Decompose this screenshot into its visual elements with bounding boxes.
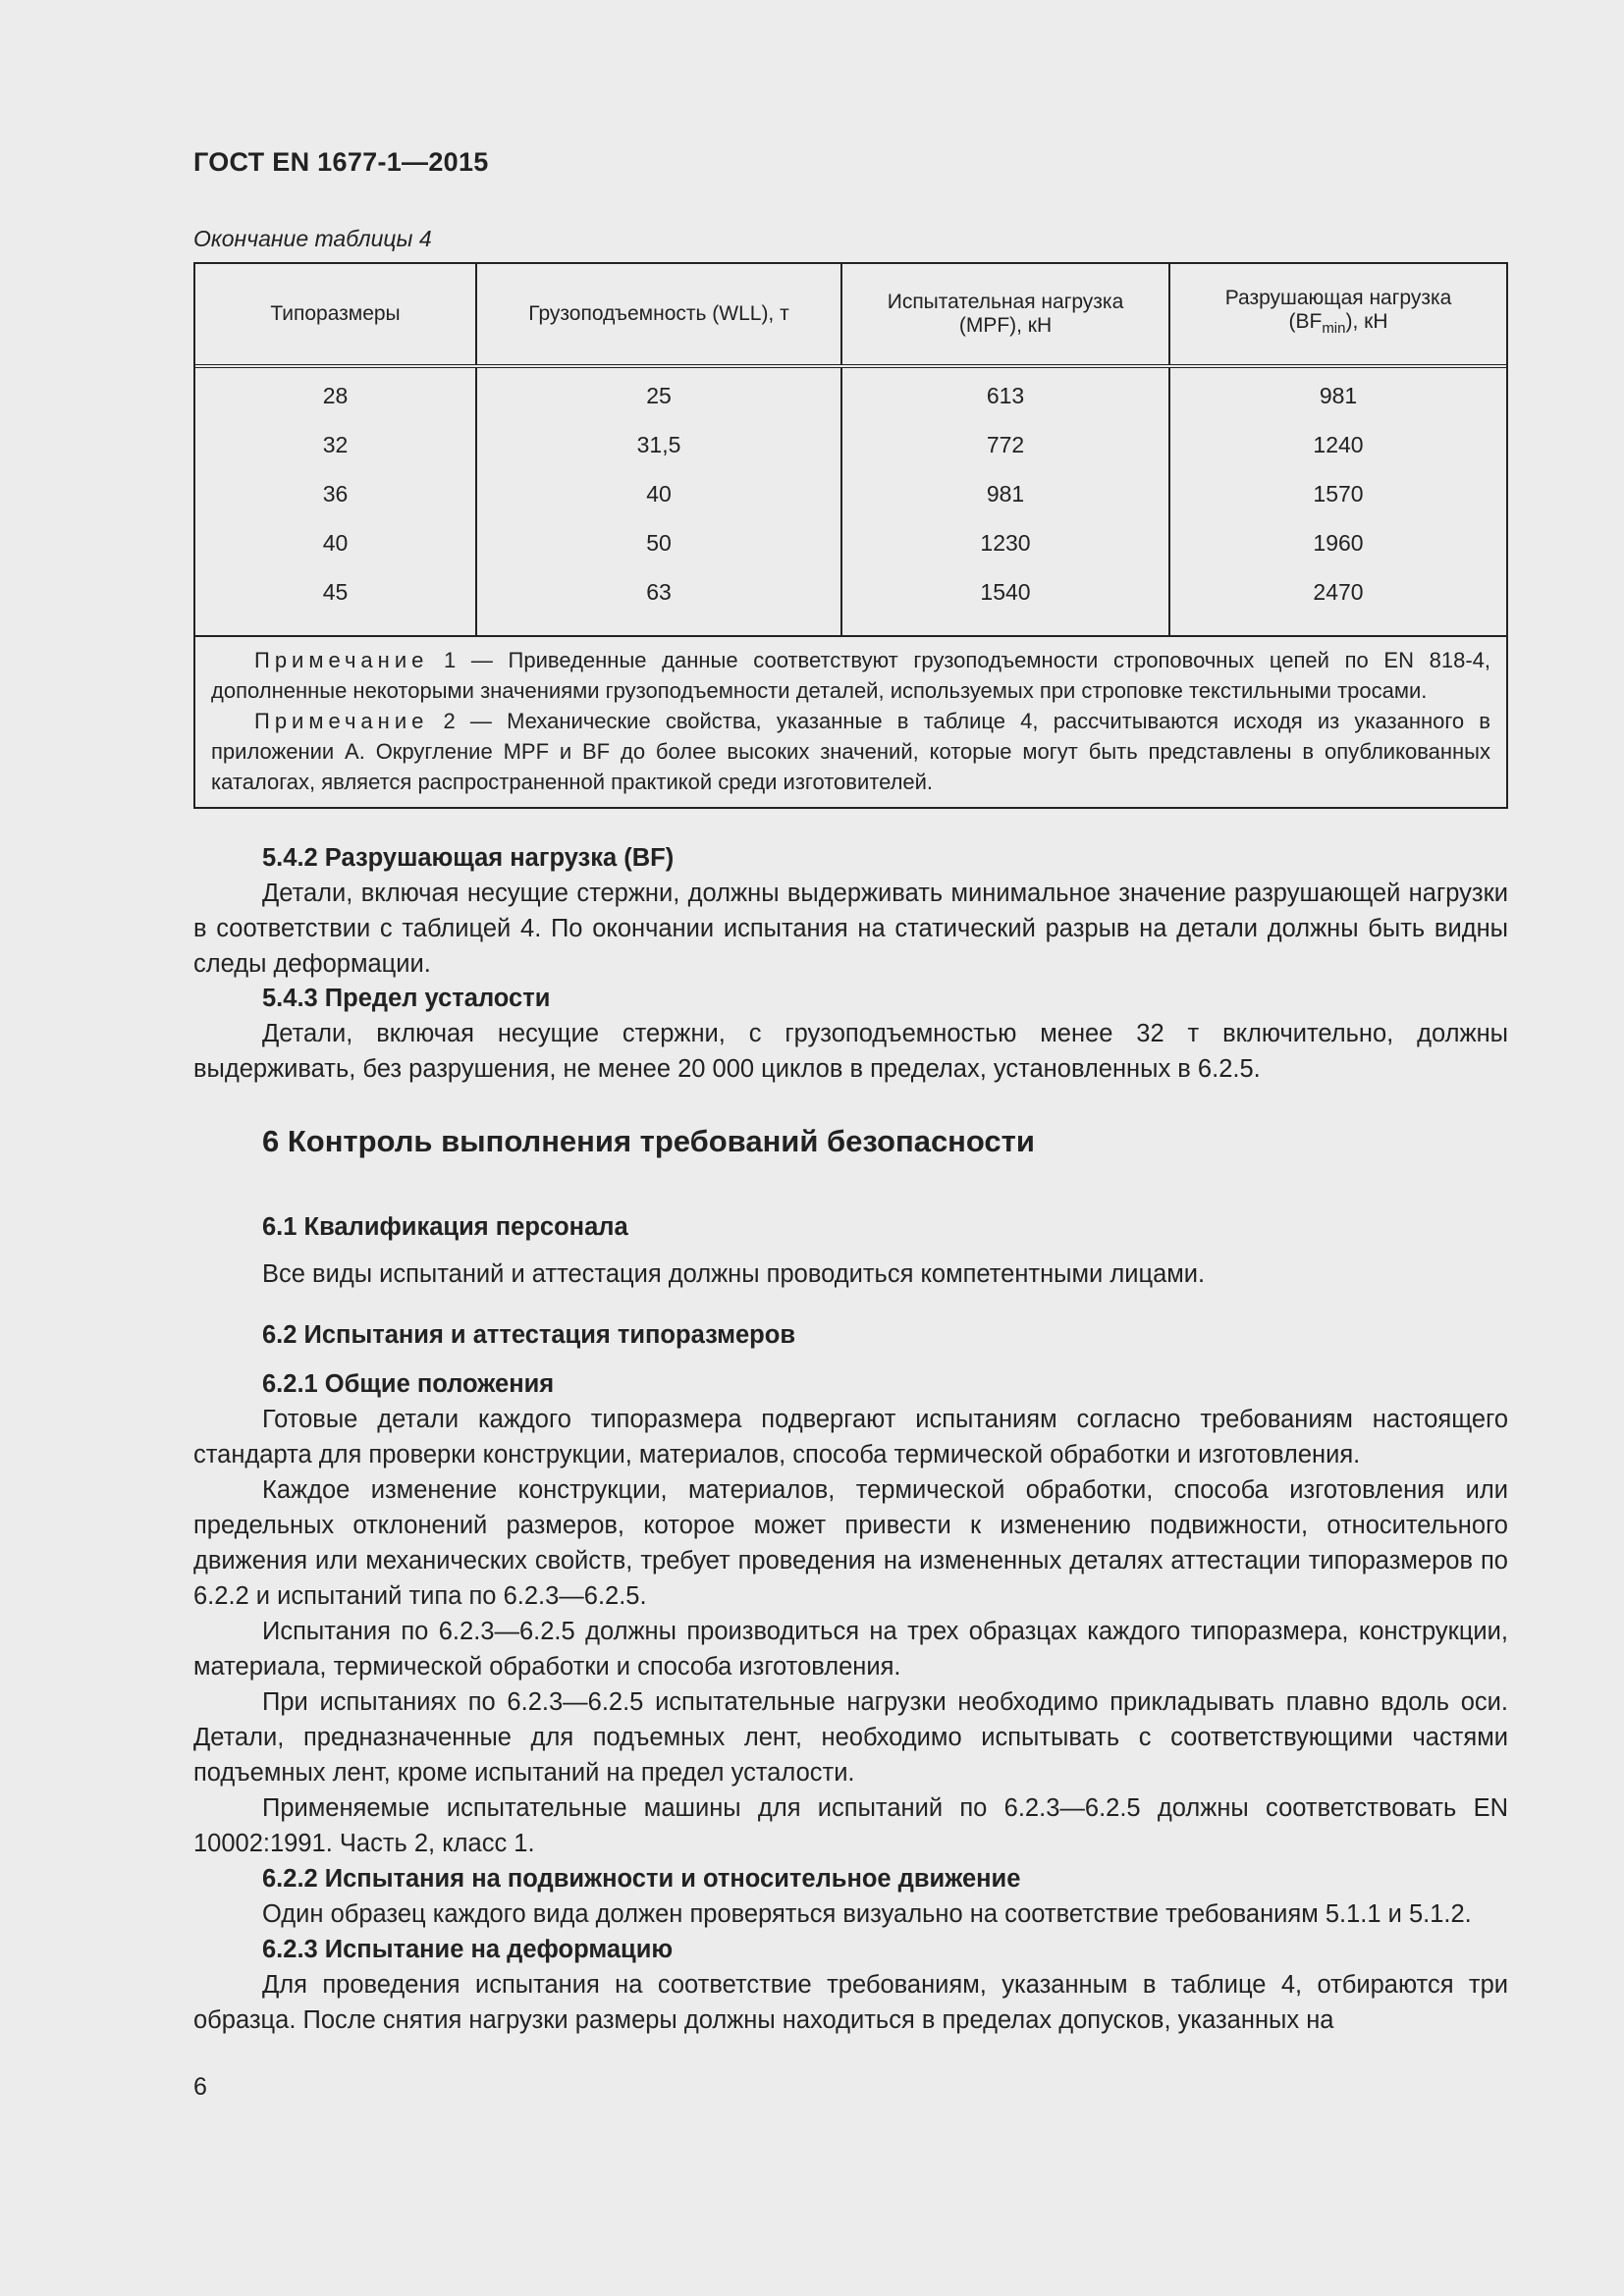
table-4: [193, 262, 1508, 809]
table-cell: 28: [322, 383, 349, 408]
header-bf-label: [1206, 287, 1471, 341]
header-bf: [1170, 264, 1506, 364]
table-cell: 45: [322, 579, 349, 605]
note-2-text: 2 — Механические свойства, указанные в таблице 4, рассчитываются исходя из указанного в приложении А. Округление MPF и BF до более высоких значений, которые могут быть представлены в опубликованных каталогах, является распространенной практикой среди изготовителей.: [211, 709, 1490, 794]
paragraph: Детали, включая несущие стержни, с грузоподъемностью менее 32 т включительно, должны выдерживать, без разрушения, не менее 20 000 циклов в пределах, установленных в 6.2.5.: [193, 1020, 1508, 1083]
column-bf: [1170, 368, 1506, 635]
table-cell: 1240: [1313, 432, 1364, 457]
table-cell: 981: [986, 481, 1025, 507]
chapter-title: 6 Контроль выполнения требований безопасности: [262, 1124, 1035, 1158]
paragraph: Испытания по 6.2.3—6.2.5 должны производиться на трех образцах каждого типоразмера, конструкции, материала, термической обработки и способа изготовления.: [193, 1618, 1508, 1681]
table-cell: 40: [322, 530, 349, 556]
page-number: 6: [193, 2073, 207, 2101]
table-cell: 50: [646, 530, 672, 556]
table-note-1: [211, 645, 1490, 706]
table-cell: 2470: [1313, 579, 1364, 605]
header-bf-sub: min: [1322, 320, 1346, 338]
section-title: 6.2.2 Испытания на подвижности и относительное движение: [262, 1865, 1021, 1893]
note-2-label: Примечание: [254, 709, 429, 733]
section-5-4-2: [193, 840, 1508, 982]
note-1-label: Примечание: [254, 648, 429, 672]
column-sizes: [195, 368, 477, 635]
table-cell: 1230: [980, 530, 1031, 556]
section-title: 6.2 Испытания и аттестация типоразмеров: [262, 1321, 795, 1349]
column-wll: [477, 368, 842, 635]
column-mpf: [842, 368, 1170, 635]
table-cell: 1540: [980, 579, 1031, 605]
header-sizes: Типоразмеры: [195, 264, 477, 364]
header-mpf-label: Испытательная нагрузка (MPF), кН: [887, 291, 1124, 337]
paragraph: Все виды испытаний и аттестация должны проводиться компетентными лицами.: [262, 1260, 1206, 1288]
section-title: 6.1 Квалификация персонала: [262, 1213, 628, 1241]
paragraph: При испытаниях по 6.2.3—6.2.5 испытательные нагрузки необходимо прикладывать плавно вдоль оси. Детали, предназначенные для подъемных лент, необходимо испытывать с соответствующими частями подъемных лент, кроме испытаний на предел усталости.: [193, 1688, 1508, 1787]
section-title: 5.4.2 Разрушающая нагрузка (BF): [262, 844, 675, 872]
header-wll: Грузоподъемность (WLL), т: [477, 264, 842, 364]
table-header-row: [195, 264, 1506, 368]
table-notes: [195, 637, 1506, 807]
table-caption: Окончание таблицы 4: [193, 226, 432, 251]
table-cell: 36: [322, 481, 349, 507]
header-bf-post: ), кН: [1345, 310, 1388, 334]
table-cell: 613: [986, 383, 1025, 408]
table-cell: 40: [646, 481, 672, 507]
section-title: 5.4.3 Предел усталости: [262, 985, 551, 1012]
table-note-2: [211, 706, 1490, 797]
table-body: [195, 368, 1506, 637]
paragraph: Готовые детали каждого типоразмера подвергают испытаниям согласно требованиям настоящего стандарта для проверки конструкции, материалов, способа термической обработки и изготовления.: [193, 1406, 1508, 1468]
table-cell: 981: [1319, 383, 1358, 408]
section-6-2: [193, 1317, 1508, 1353]
table-cell: 32: [322, 432, 349, 457]
table-cell: 1960: [1313, 530, 1364, 556]
document-header: ГОСТ EN 1677-1—2015: [193, 147, 489, 177]
paragraph: Каждое изменение конструкции, материалов, термической обработки, способа изготовления или предельных отклонений размеров, которое может привести к изменению подвижности, относительного движения или механических свойств, требует проведения на измененных деталях аттестации типоразмеров по 6.2.2 и испытаний типа по 6.2.3—6.2.5.: [193, 1476, 1508, 1610]
table-cell: 1570: [1313, 481, 1364, 507]
table-cell: 25: [646, 383, 672, 408]
table-cell: 31,5: [636, 432, 681, 457]
header-mpf: [842, 264, 1170, 364]
section-6-2-1: [193, 1366, 1508, 2038]
paragraph: Детали, включая несущие стержни, должны выдерживать минимальное значение разрушающей нагрузки в соответствии с таблицей 4. По окончании испытания на статический разрыв на детали должны быть видны следы деформации.: [193, 880, 1508, 978]
paragraph: Один образец каждого вида должен проверяться визуально на соответствие требованиям 5.1.1 и 5.1.2.: [262, 1900, 1472, 1928]
header-bf-pre: Разрушающая нагрузка (BF: [1224, 287, 1452, 334]
section-6-1: [193, 1209, 1508, 1292]
paragraph: Применяемые испытательные машины для испытаний по 6.2.3—6.2.5 должны соответствовать EN 10002:1991. Часть 2, класс 1.: [193, 1794, 1508, 1857]
section-5-4-3: [193, 981, 1508, 1087]
section-6: [193, 1124, 1508, 1159]
table-cell: 63: [646, 579, 672, 605]
paragraph: Для проведения испытания на соответствие требованиям, указанным в таблице 4, отбираются три образца. После снятия нагрузки размеры должны находиться в пределах допусков, указанных на: [193, 1971, 1508, 2034]
table-cell: 772: [986, 432, 1025, 457]
section-title: 6.2.3 Испытание на деформацию: [262, 1936, 674, 1963]
section-title: 6.2.1 Общие положения: [262, 1370, 555, 1398]
note-1-text: 1 — Приведенные данные соответствуют грузоподъемности строповочных цепей по EN 818-4, дополненные некоторыми значениями грузоподъемности деталей, используемых при строповке текстильными тросами.: [211, 648, 1490, 703]
